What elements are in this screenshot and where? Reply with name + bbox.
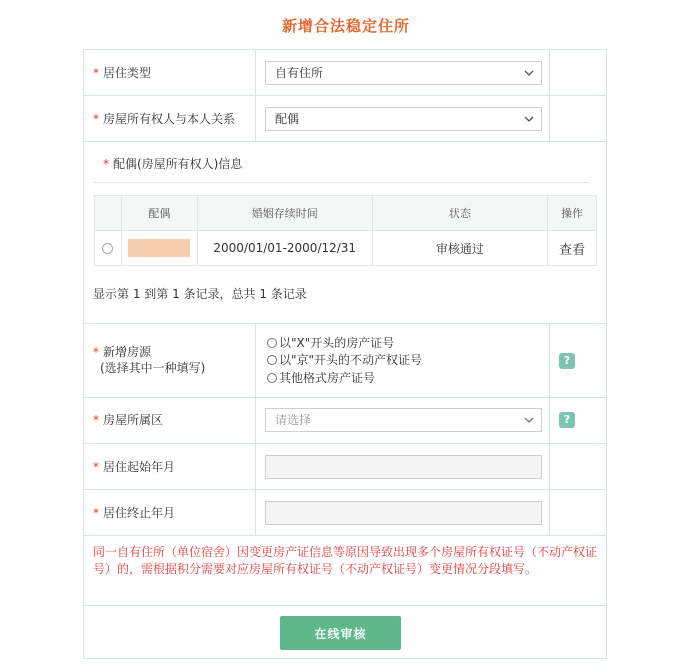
column-header: 婚姻存续时间 [197, 196, 372, 231]
owner-relation-select[interactable]: 配偶 [265, 107, 542, 131]
row-select-cell [95, 231, 122, 266]
row-end-date [84, 490, 606, 536]
table-row [95, 231, 597, 266]
property-option-jing[interactable]: 以"京"开头的不动产权证号 [267, 352, 422, 368]
action-cell [548, 231, 597, 266]
notice-row [84, 536, 606, 606]
end-date-label: * 居住终止年月 [93, 506, 176, 520]
radio-icon [267, 355, 277, 365]
residence-type-label: * 居住类型 [93, 66, 152, 80]
spouse-info-section [84, 142, 606, 324]
chevron-down-icon [523, 414, 535, 426]
notice-text: 同一自有住所（单位宿舍）因变更房产证信息等原因导致出现多个房屋所有权证号（不动产权证号）的，需根据积分需要对应房屋所有权证号（不动产权证号）变更情况分段填写。 [93, 545, 598, 576]
spouse-table [94, 195, 597, 266]
column-header: 操作 [548, 196, 597, 231]
row-residence-type [84, 50, 606, 96]
records-summary: 显示第 1 到第 1 条记录，总共 1 条记录 [93, 287, 307, 301]
start-date-label: * 居住起始年月 [93, 460, 176, 474]
radio-icon [267, 338, 277, 348]
radio-icon [267, 373, 277, 383]
residence-form [83, 49, 607, 659]
row-start-date [84, 444, 606, 490]
district-label: * 房屋所属区 [93, 413, 164, 427]
masked-name [128, 239, 190, 257]
property-option-x[interactable]: 以"X"开头的房产证号 [267, 335, 394, 351]
view-link[interactable]: 查看 [559, 242, 586, 258]
end-date-input[interactable] [265, 501, 542, 525]
row-owner-relation [84, 96, 606, 142]
district-select[interactable]: 请选择 [265, 408, 542, 432]
status-cell: 审核通过 [372, 231, 548, 266]
duration-cell: 2000/01/01-2000/12/31 [197, 231, 372, 266]
owner-relation-label: * 房屋所有权人与本人关系 [93, 112, 236, 126]
chevron-down-icon [523, 113, 535, 125]
column-header: 配偶 [121, 196, 197, 231]
page-title: 新增合法稳定住所 [281, 17, 410, 35]
new-property-label: * 新增房源 (选择其中一种填写) [93, 345, 206, 375]
residence-type-select[interactable]: 自有住所 [265, 61, 542, 85]
online-review-button[interactable]: 在线审核 [280, 616, 401, 650]
help-icon[interactable]: ? [559, 412, 575, 428]
row-new-property [84, 324, 606, 398]
row-district [84, 398, 606, 444]
column-header: 状态 [372, 196, 548, 231]
start-date-input[interactable] [265, 455, 542, 479]
spouse-info-title: * 配偶(房屋所有权人)信息 [103, 157, 243, 171]
row-radio[interactable] [102, 243, 113, 254]
help-icon[interactable]: ? [559, 353, 575, 369]
property-option-other[interactable]: 其他格式房产证号 [267, 370, 375, 386]
chevron-down-icon [523, 67, 535, 79]
select-column-header [95, 196, 122, 231]
spouse-name-cell [121, 231, 197, 266]
